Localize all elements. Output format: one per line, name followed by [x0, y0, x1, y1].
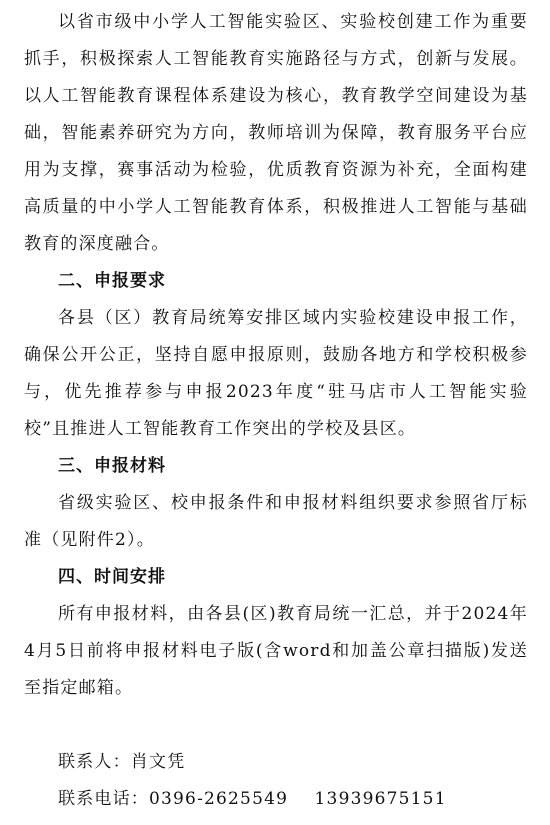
section-heading-requirements: 二、申报要求	[58, 271, 166, 291]
contact-person: 联系人：肖文凭	[58, 752, 186, 772]
contact-phone: 联系电话：0396-2625549 13939675151	[58, 789, 447, 809]
section-heading-materials: 三、申报材料	[58, 456, 166, 476]
spacer	[24, 707, 528, 744]
requirements-paragraph: 各县（区）教育局统筹安排区域内实验校建设申报工作，确保公开公正，坚持自愿申报原则，鼓励各地方和学校积极参与，优先推荐参与申报2023年度“驻马店市人工智能实验校”且推进人工智能教育工作突出的学校及县区。	[24, 308, 528, 439]
schedule-paragraph: 所有申报材料，由各县(区)教育局统一汇总，并于2024年4月5日前将申报材料电子版(含word和加盖公章扫描版)发送至指定邮箱。	[24, 604, 528, 698]
materials-paragraph: 省级实验区、校申报条件和申报材料组织要求参照省厅标准（见附件2）。	[24, 493, 528, 550]
section-heading-schedule: 四、时间安排	[58, 567, 166, 587]
intro-paragraph: 以省市级中小学人工智能实验区、实验校创建工作为重要抓手，积极探索人工智能教育实施路径与方式，创新与发展。以人工智能教育课程体系建设为核心，教育教学空间建设为基础，智能素养研究为方向，教师培训为保障，教育服务平台应用为支撑，赛事活动为检验，优质教育资源为补充，全面构建高质量的中小学人工智能教育体系，积极推进人工智能与基础教育的深度融合。	[24, 12, 528, 254]
